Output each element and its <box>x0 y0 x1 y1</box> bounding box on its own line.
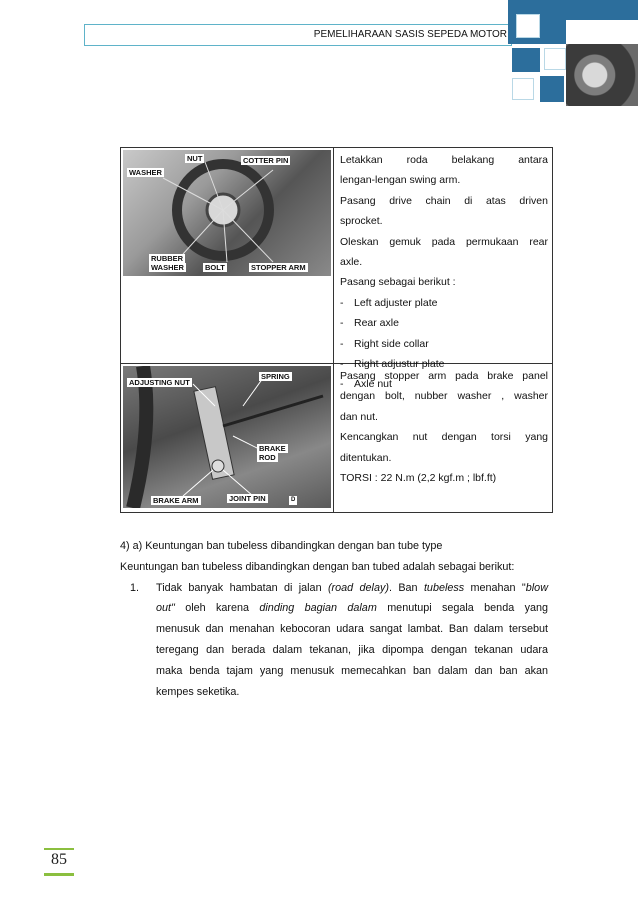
label-joint-pin: JOINT PIN <box>229 494 266 503</box>
text-line: menusuk dan menahan kebocoran udara sangat lambat. Ban dalam tersebut <box>156 623 548 636</box>
label-nut: NUT <box>187 154 203 163</box>
label-brake-rod: ROD <box>259 453 276 462</box>
instruction-line: TORSI : 22 N.m (2,2 kgf.m ; lbf.ft) <box>340 472 497 485</box>
bullet-marker: - <box>340 337 344 350</box>
text-run: oleh karena <box>174 602 260 615</box>
text-line: maka benda tajam yang menusuk memecahkan ban dalam dan ban akan <box>156 664 548 677</box>
rear-wheel-axle-photo <box>123 150 331 276</box>
bullet-marker: - <box>340 317 344 330</box>
bullet-marker: - <box>340 358 344 371</box>
header-tile <box>544 48 566 70</box>
label-brake-arm: BRAKE ARM <box>153 496 199 505</box>
label-rubber-washer: WASHER <box>151 263 184 272</box>
header-decoration <box>508 0 638 110</box>
section-body <box>120 536 548 702</box>
figure-cell <box>121 364 334 512</box>
list-item-text <box>156 578 548 703</box>
instruction-line: Pasang stopper arm pada brake panel <box>340 370 548 382</box>
label-bolt: BOLT <box>205 263 225 272</box>
instruction-line: Pasang drive chain di atas driven <box>340 194 548 207</box>
list-number: 1. <box>130 581 140 594</box>
procedure-table <box>120 147 553 513</box>
text-run: menutupi segala benda yang <box>376 602 548 615</box>
instruction-text <box>340 150 548 395</box>
section-intro: Keuntungan ban tubeless dibandingkan dengan ban tubed adalah sebagai berikut: <box>120 560 515 573</box>
text-run-italic: dinding bagian dalam <box>259 602 377 615</box>
page-number-rule <box>44 848 74 850</box>
list-item-text: Right adjustur plate <box>354 358 445 371</box>
bullet-marker: - <box>340 296 344 309</box>
bullet-marker: - <box>340 378 344 391</box>
instruction-line: Oleskan gemuk pada permukaan rear <box>340 235 548 248</box>
instruction-line: Letakkan roda belakang antara <box>340 154 548 166</box>
running-header-title: PEMELIHARAAN SASIS SEPEDA MOTOR <box>313 29 507 40</box>
instruction-text <box>340 366 548 488</box>
label-stopper-arm: STOPPER ARM <box>251 263 306 272</box>
section-heading: 4) a) Keuntungan ban tubeless dibandingkan dengan ban tube type <box>120 540 443 552</box>
brake-disc-photo <box>566 44 638 106</box>
text-run: Tidak banyak hambatan di jalan <box>156 581 328 594</box>
instruction-line: lengan-lengan swing arm. <box>340 174 461 187</box>
list-item-text: Axle nut <box>354 378 392 391</box>
list-item-text: Right side collar <box>354 337 429 350</box>
header-block <box>552 0 638 20</box>
list-item <box>130 578 548 703</box>
instruction-line: Pasang sebagai berikut : <box>340 276 456 289</box>
figure-corner-mark: D <box>291 497 296 503</box>
label-washer: WASHER <box>129 168 162 177</box>
instruction-line: dengan bolt, nubber washer , washer <box>340 390 548 403</box>
list-item <box>340 293 548 313</box>
brake-assembly-illustration <box>123 366 331 508</box>
header-tile <box>516 14 540 38</box>
list-item <box>340 334 548 354</box>
instruction-line: ditentukan. <box>340 451 392 464</box>
text-run-italic: (road delay) <box>327 581 389 594</box>
list-item <box>340 313 548 333</box>
brake-arm-photo <box>123 366 331 508</box>
instruction-line: dan nut. <box>340 410 378 423</box>
header-block <box>542 20 566 44</box>
list-item-text: Rear axle <box>354 317 399 330</box>
list-item-text: Left adjuster plate <box>354 296 438 309</box>
instruction-line: axle. <box>340 256 363 269</box>
text-run-italic: out" <box>156 602 175 615</box>
text-run-italic: tubeless <box>423 581 465 594</box>
instruction-line: Kencangkan nut dengan torsi yang <box>340 431 548 444</box>
text-run-italic: blow <box>525 581 548 594</box>
label-rubber-washer: RUBBER <box>151 254 184 263</box>
running-header <box>84 24 512 46</box>
page-number-rule <box>44 873 74 876</box>
numbered-list <box>130 578 548 703</box>
text-run: menahan " <box>464 581 526 594</box>
label-adjusting-nut: ADJUSTING NUT <box>129 378 190 387</box>
label-brake-rod: BRAKE <box>259 444 286 453</box>
page-number: 85 <box>51 851 67 868</box>
text-line: teregang dan berada dalam tekanan, jika dipompa dengan tekanan udara <box>156 643 548 656</box>
header-block <box>540 76 564 102</box>
header-tile <box>512 78 534 100</box>
label-spring: SPRING <box>261 372 290 381</box>
instruction-line: sprocket. <box>340 215 383 228</box>
text-line: kempes seketika. <box>156 685 240 698</box>
label-cotter-pin: COTTER PIN <box>243 156 289 165</box>
text-run: . Ban <box>388 581 424 594</box>
header-block <box>512 48 540 72</box>
table-row <box>121 364 552 512</box>
figure-cell <box>121 148 334 363</box>
